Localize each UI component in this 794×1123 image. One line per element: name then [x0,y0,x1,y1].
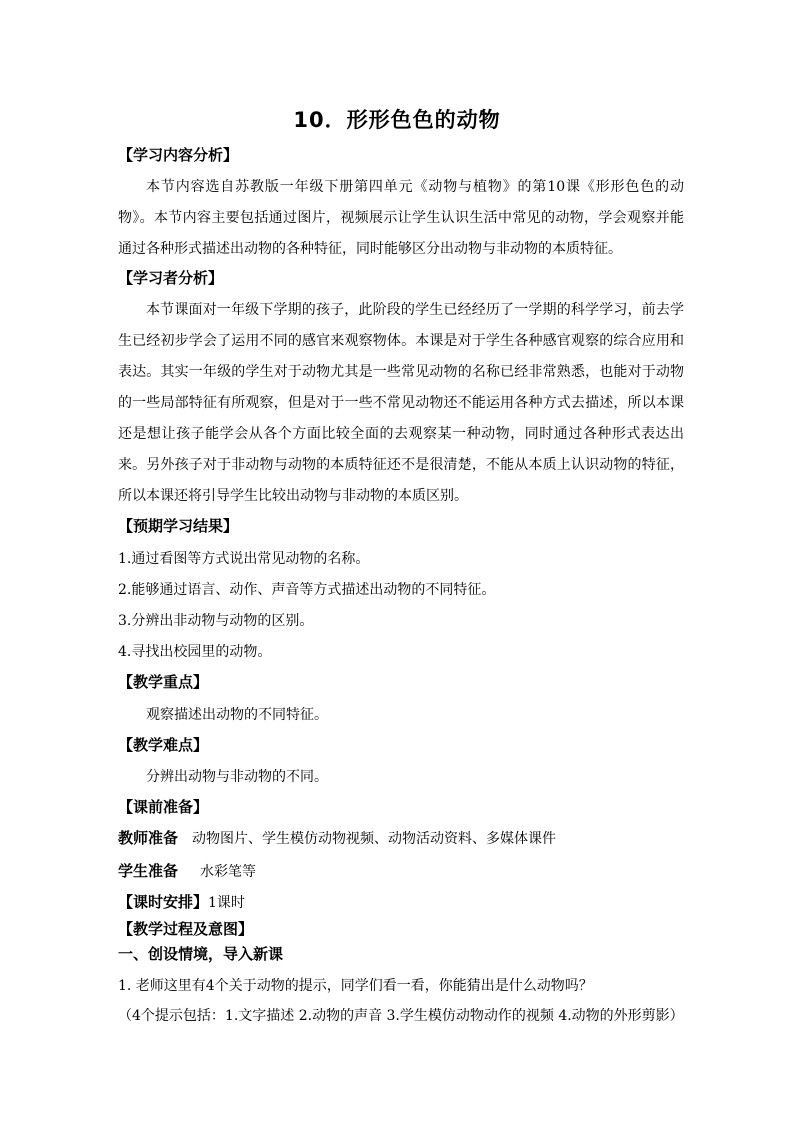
process-item: 1. 老师这里有4个关于动物的提示，同学们看一看，你能猜出是什么动物吗？ [118,978,593,994]
content-analysis-paragraph: 本节内容选自苏教版一年级下册第四单元《动物与植物》的第10课《形形色色的动物》。本节内容主要包括通过图片，视频展示让学生认识生活中常见的动物，学会观察并能通过各种形式描述出动物的各种特征，同时能够区分出动物与非动物的本质特征。 [118,179,684,257]
student-preparation-label: 学生准备 [118,862,179,880]
expected-result-item: 2.能够通过语言、动作、声音等方式描述出动物的不同特征。 [118,582,496,598]
process-item-note: （4个提示包括：1.文字描述 2.动物的声音 3.学生模仿动物动作的视频 4.动物的外形剪影） [118,1008,684,1024]
student-preparation-text: 水彩笔等 [200,864,257,880]
teacher-preparation-row [118,828,556,849]
page-title: 10．形形色色的动物 [293,108,501,132]
expected-result-item: 3.分辨出非动物与动物的区别。 [118,613,314,629]
difficulties-text: 分辨出动物与非动物的不同。 [146,769,328,785]
section-heading-expected-results: 【预期学习结果】 [118,517,239,535]
section-heading-preparation: 【课前准备】 [118,798,209,816]
section-heading-learner-analysis: 【学习者分析】 [118,269,224,287]
section-heading-difficulties: 【教学难点】 [118,736,209,754]
learner-analysis-paragraph: 本节课面对一年级下学期的孩子，此阶段的学生已经经历了一学期的科学学习，前去学生已经初步学会了运用不同的感官来观察物体。本课是对于学生各种感官观察的综合应用和表达。其实一年级的学生对于动物尤其是一些常见动物的名称已经非常熟悉，也能对于动物的一些局部特征有所观察，但是对于一些不常见动物还不能运用各种方式去描述，所以本课还是想让孩子能学会从各个方面比较全面的去观察某一种动物，同时通过各种形式表达出来。另外孩子对于非动物与动物的本质特征还不是很清楚，不能从本质上认识动物的特征，所以本课还将引导学生比较出动物与非动物的本质区别。 [118,302,684,504]
section-heading-schedule: 【课时安排】 [118,893,209,911]
teacher-preparation-text: 动物图片、学生模仿动物视频、动物活动资料、多媒体课件 [192,831,557,847]
expected-result-item: 1.通过看图等方式说出常见动物的名称。 [118,551,370,567]
process-sub-heading: 一、创设情境，导入新课 [118,945,284,963]
section-heading-process: 【教学过程及意图】 [118,920,254,938]
section-heading-content-analysis: 【学习内容分析】 [118,146,239,164]
key-points-text: 观察描述出动物的不同特征。 [146,707,328,723]
student-preparation-row [118,861,256,882]
section-heading-key-points: 【教学重点】 [118,673,209,691]
teacher-preparation-label: 教师准备 [118,829,179,847]
schedule-row [118,892,245,913]
expected-result-item: 4.寻找出校园里的动物。 [118,644,272,660]
schedule-text: 1课时 [208,895,245,911]
